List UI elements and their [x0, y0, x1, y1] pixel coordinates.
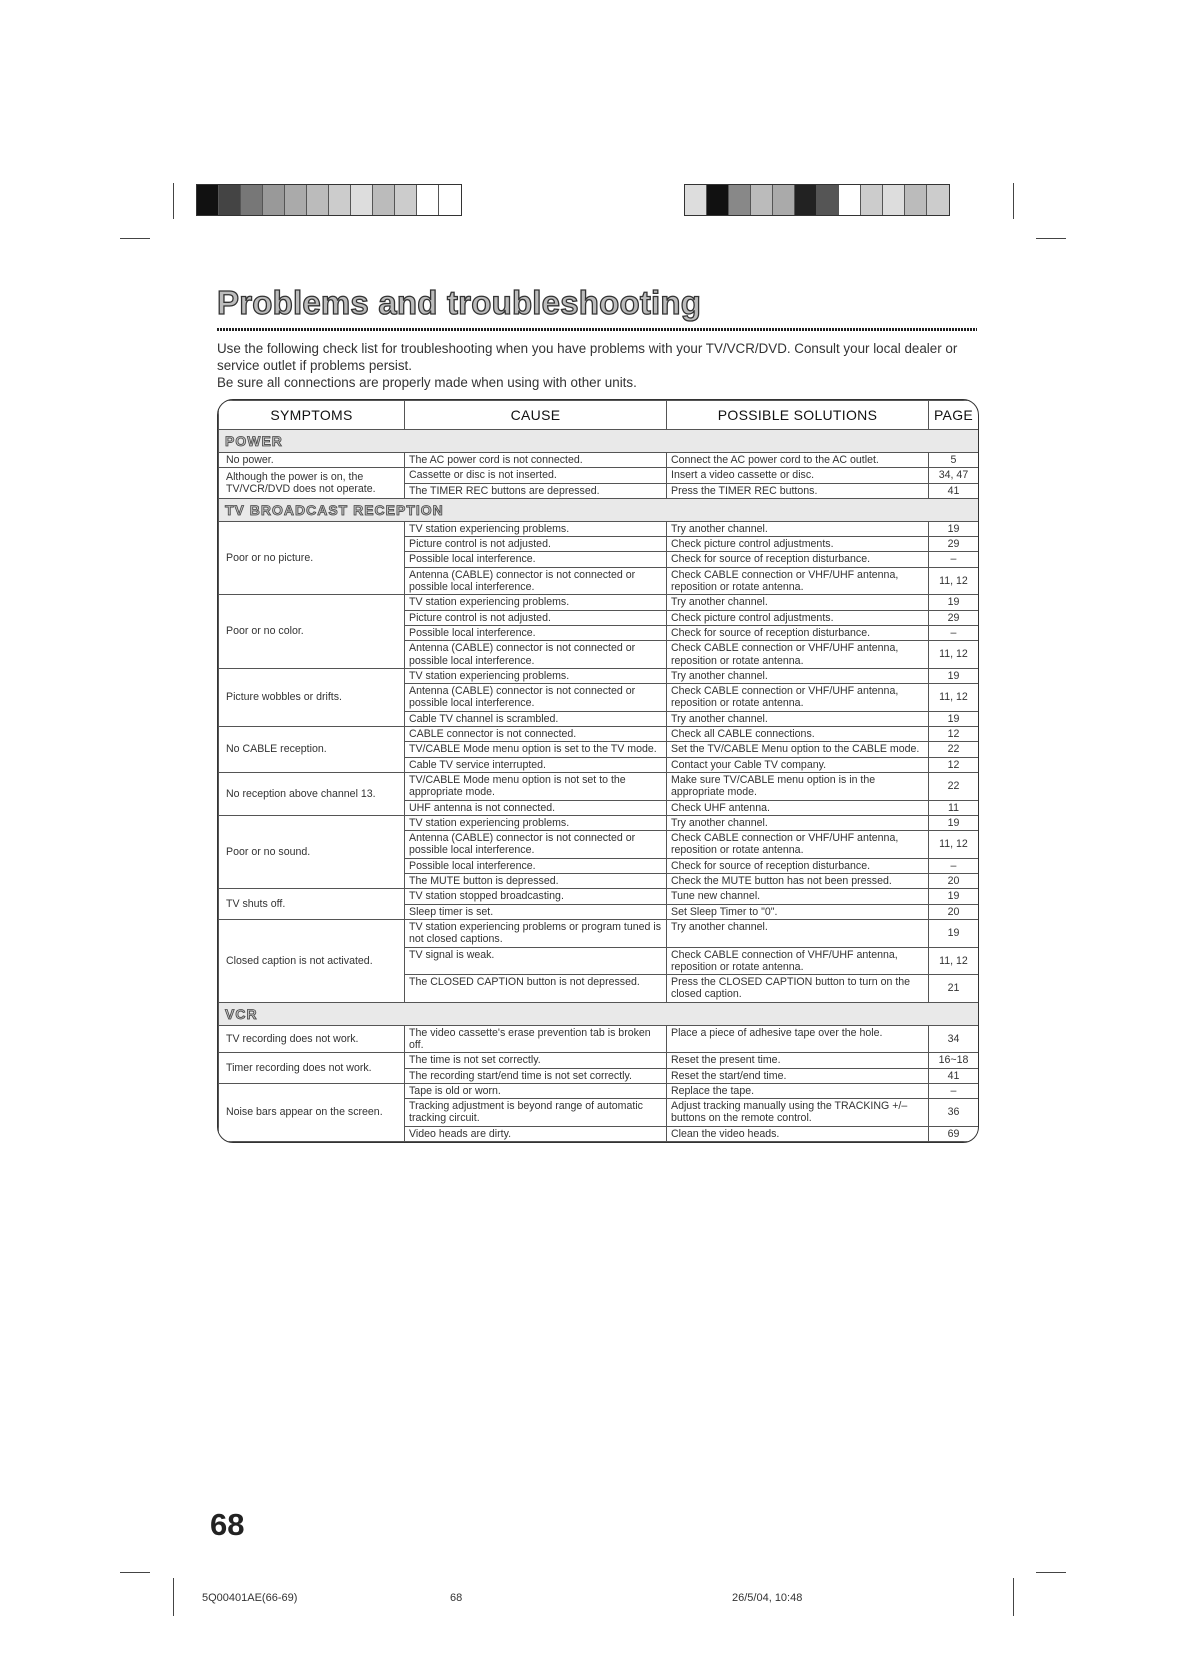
solution-cell: Insert a video cassette or disc.	[667, 468, 929, 483]
footer-page: 68	[450, 1592, 463, 1604]
footer-date: 26/5/04, 10:48	[732, 1592, 803, 1604]
page-cell: 19	[929, 668, 979, 683]
solution-cell: Press the TIMER REC buttons.	[667, 483, 929, 498]
cause-cell: TV station experiencing problems.	[405, 595, 667, 610]
crop-mark	[173, 183, 174, 219]
cause-cell: Possible local interference.	[405, 858, 667, 873]
table-body	[219, 430, 979, 1142]
cause-cell: TV/CABLE Mode menu option is not set to the appropriate mode.	[405, 772, 667, 800]
page-cell: 16~18	[929, 1053, 979, 1068]
page-cell: –	[929, 552, 979, 567]
cause-cell: UHF antenna is not connected.	[405, 800, 667, 815]
solution-cell: Try another channel.	[667, 711, 929, 726]
header-page: PAGE	[929, 401, 979, 430]
header-solutions: POSSIBLE SOLUTIONS	[667, 401, 929, 430]
page-cell: 41	[929, 1068, 979, 1083]
page-cell: 29	[929, 537, 979, 552]
solution-cell: Tune new channel.	[667, 889, 929, 904]
solution-cell: Check for source of reception disturbance.	[667, 625, 929, 640]
page-cell: 12	[929, 757, 979, 772]
cause-cell: The TIMER REC buttons are depressed.	[405, 483, 667, 498]
page-cell: –	[929, 858, 979, 873]
page-cell: 21	[929, 975, 979, 1003]
table-row	[219, 468, 979, 483]
table-row	[219, 1083, 979, 1098]
cause-cell: TV station experiencing problems.	[405, 668, 667, 683]
page-cell: 69	[929, 1126, 979, 1141]
page-cell: 11, 12	[929, 831, 979, 859]
symptom-cell: Poor or no sound.	[219, 815, 405, 888]
crop-mark	[1036, 1572, 1066, 1573]
page-number: 68	[210, 1507, 245, 1542]
page-cell: 20	[929, 904, 979, 919]
cause-cell: Tracking adjustment is beyond range of automatic tracking circuit.	[405, 1099, 667, 1127]
page-cell: 29	[929, 610, 979, 625]
solution-cell: Check CABLE connection of VHF/UHF antenna, reposition or rotate antenna.	[667, 947, 929, 975]
symptom-cell: Poor or no picture.	[219, 521, 405, 594]
page-cell: 19	[929, 889, 979, 904]
cause-cell: The CLOSED CAPTION button is not depressed.	[405, 975, 667, 1003]
cause-cell: TV signal is weak.	[405, 947, 667, 975]
section-title: VCR	[219, 1002, 979, 1025]
crop-mark	[1013, 183, 1014, 219]
intro-line: Use the following check list for troubleshooting when you have problems with your TV/VCR/DVD. Consult your local dealer or service outlet if problems persist.	[217, 341, 958, 373]
table-row	[219, 1053, 979, 1068]
header-symptoms: SYMPTOMS	[219, 401, 405, 430]
solution-cell: Contact your Cable TV company.	[667, 757, 929, 772]
solution-cell: Check picture control adjustments.	[667, 610, 929, 625]
solution-cell: Try another channel.	[667, 815, 929, 830]
page-cell: 11, 12	[929, 567, 979, 595]
header-cause: CAUSE	[405, 401, 667, 430]
table-row	[219, 668, 979, 683]
cause-cell: The time is not set correctly.	[405, 1053, 667, 1068]
cause-cell: Possible local interference.	[405, 625, 667, 640]
intro-line: Be sure all connections are properly made when using with other units.	[217, 375, 637, 390]
cause-cell: Antenna (CABLE) connector is not connected or possible local interference.	[405, 831, 667, 859]
cause-cell: The recording start/end time is not set correctly.	[405, 1068, 667, 1083]
page-cell: 19	[929, 815, 979, 830]
table-row	[219, 889, 979, 904]
solution-cell: Try another channel.	[667, 668, 929, 683]
page-cell: 19	[929, 711, 979, 726]
solution-cell: Clean the video heads.	[667, 1126, 929, 1141]
page-cell: 11, 12	[929, 641, 979, 669]
cause-cell: Cable TV service interrupted.	[405, 757, 667, 772]
page-cell: 11, 12	[929, 684, 979, 712]
page-cell: 36	[929, 1099, 979, 1127]
cause-cell: TV/CABLE Mode menu option is set to the TV mode.	[405, 742, 667, 757]
cause-cell: Antenna (CABLE) connector is not connected or possible local interference.	[405, 641, 667, 669]
page-cell: 34	[929, 1025, 979, 1053]
solution-cell: Check UHF antenna.	[667, 800, 929, 815]
symptom-cell: Although the power is on, the TV/VCR/DVD does not operate.	[219, 468, 405, 499]
symptom-cell: Noise bars appear on the screen.	[219, 1083, 405, 1141]
section-row	[219, 430, 979, 453]
table-row	[219, 1025, 979, 1053]
symptom-cell: Poor or no color.	[219, 595, 405, 668]
cause-cell: The video cassette's erase prevention tab is broken off.	[405, 1025, 667, 1053]
page-cell: 41	[929, 483, 979, 498]
solution-cell: Check all CABLE connections.	[667, 727, 929, 742]
section-row	[219, 498, 979, 521]
page-cell: 11	[929, 800, 979, 815]
solution-cell: Set Sleep Timer to "0".	[667, 904, 929, 919]
symptom-cell: TV recording does not work.	[219, 1025, 405, 1053]
cause-cell: Antenna (CABLE) connector is not connected or possible local interference.	[405, 684, 667, 712]
solution-cell: Set the TV/CABLE Menu option to the CABLE mode.	[667, 742, 929, 757]
page-cell: 12	[929, 727, 979, 742]
section-title: TV BROADCAST RECEPTION	[219, 498, 979, 521]
table-row	[219, 772, 979, 800]
page-title: Problems and troubleshooting	[217, 284, 702, 321]
cause-cell: The AC power cord is not connected.	[405, 453, 667, 468]
cause-cell: Cable TV channel is scrambled.	[405, 711, 667, 726]
page-cell: 19	[929, 919, 979, 947]
cause-cell: Antenna (CABLE) connector is not connected or possible local interference.	[405, 567, 667, 595]
troubleshooting-table-frame	[217, 399, 979, 1143]
section-row	[219, 1002, 979, 1025]
crop-mark	[120, 1572, 150, 1573]
solution-cell: Reset the present time.	[667, 1053, 929, 1068]
crop-mark	[120, 238, 150, 239]
solution-cell: Reset the start/end time.	[667, 1068, 929, 1083]
cause-cell: TV station experiencing problems.	[405, 815, 667, 830]
cause-cell: Video heads are dirty.	[405, 1126, 667, 1141]
solution-cell: Try another channel.	[667, 595, 929, 610]
crop-mark	[1036, 238, 1066, 239]
symptom-cell: No power.	[219, 453, 405, 468]
solution-cell: Check for source of reception disturbance.	[667, 552, 929, 567]
table-row	[219, 453, 979, 468]
table-row	[219, 521, 979, 536]
symptom-cell: No reception above channel 13.	[219, 772, 405, 815]
page-cell: 22	[929, 772, 979, 800]
solution-cell: Check picture control adjustments.	[667, 537, 929, 552]
symptom-cell: No CABLE reception.	[219, 727, 405, 773]
symptom-cell: Timer recording does not work.	[219, 1053, 405, 1084]
color-bar-left	[196, 184, 462, 216]
cause-cell: Sleep timer is set.	[405, 904, 667, 919]
title-rule	[217, 328, 977, 331]
table-row	[219, 815, 979, 830]
solution-cell: Make sure TV/CABLE menu option is in the appropriate mode.	[667, 772, 929, 800]
page-cell: 34, 47	[929, 468, 979, 483]
cause-cell: The MUTE button is depressed.	[405, 874, 667, 889]
table-row	[219, 727, 979, 742]
page-cell: 20	[929, 874, 979, 889]
cause-cell: Cassette or disc is not inserted.	[405, 468, 667, 483]
footer-code: 5Q00401AE(66-69)	[202, 1592, 298, 1604]
symptom-cell: Closed caption is not activated.	[219, 919, 405, 1002]
page-cell: –	[929, 1083, 979, 1098]
table-header-row	[219, 401, 979, 430]
solution-cell: Replace the tape.	[667, 1083, 929, 1098]
cause-cell: TV station stopped broadcasting.	[405, 889, 667, 904]
table-row	[219, 919, 979, 947]
troubleshooting-table	[218, 400, 979, 1142]
page-cell: 19	[929, 521, 979, 536]
section-title: POWER	[219, 430, 979, 453]
crop-mark	[173, 1578, 174, 1616]
table-row	[219, 595, 979, 610]
page-cell: 11, 12	[929, 947, 979, 975]
solution-cell: Check for source of reception disturbance.	[667, 858, 929, 873]
solution-cell: Connect the AC power cord to the AC outlet.	[667, 453, 929, 468]
page-cell: 22	[929, 742, 979, 757]
solution-cell: Place a piece of adhesive tape over the hole.	[667, 1025, 929, 1053]
cause-cell: TV station experiencing problems.	[405, 521, 667, 536]
cause-cell: Picture control is not adjusted.	[405, 537, 667, 552]
solution-cell: Check the MUTE button has not been pressed.	[667, 874, 929, 889]
solution-cell: Try another channel.	[667, 919, 929, 947]
crop-mark	[1013, 1578, 1014, 1616]
page-cell: 19	[929, 595, 979, 610]
cause-cell: Picture control is not adjusted.	[405, 610, 667, 625]
intro-text	[217, 340, 977, 391]
solution-cell: Check CABLE connection or VHF/UHF antenna, reposition or rotate antenna.	[667, 831, 929, 859]
solution-cell: Check CABLE connection or VHF/UHF antenna, reposition or rotate antenna.	[667, 684, 929, 712]
solution-cell: Press the CLOSED CAPTION button to turn on the closed caption.	[667, 975, 929, 1003]
solution-cell: Adjust tracking manually using the TRACKING +/– buttons on the remote control.	[667, 1099, 929, 1127]
color-bar-right	[684, 184, 950, 216]
solution-cell: Try another channel.	[667, 521, 929, 536]
solution-cell: Check CABLE connection or VHF/UHF antenna, reposition or rotate antenna.	[667, 567, 929, 595]
page-cell: 5	[929, 453, 979, 468]
solution-cell: Check CABLE connection or VHF/UHF antenna, reposition or rotate antenna.	[667, 641, 929, 669]
symptom-cell: Picture wobbles or drifts.	[219, 668, 405, 726]
page-cell: –	[929, 625, 979, 640]
cause-cell: TV station experiencing problems or program tuned is not closed captions.	[405, 919, 667, 947]
cause-cell: Possible local interference.	[405, 552, 667, 567]
symptom-cell: TV shuts off.	[219, 889, 405, 920]
cause-cell: CABLE connector is not connected.	[405, 727, 667, 742]
cause-cell: Tape is old or worn.	[405, 1083, 667, 1098]
